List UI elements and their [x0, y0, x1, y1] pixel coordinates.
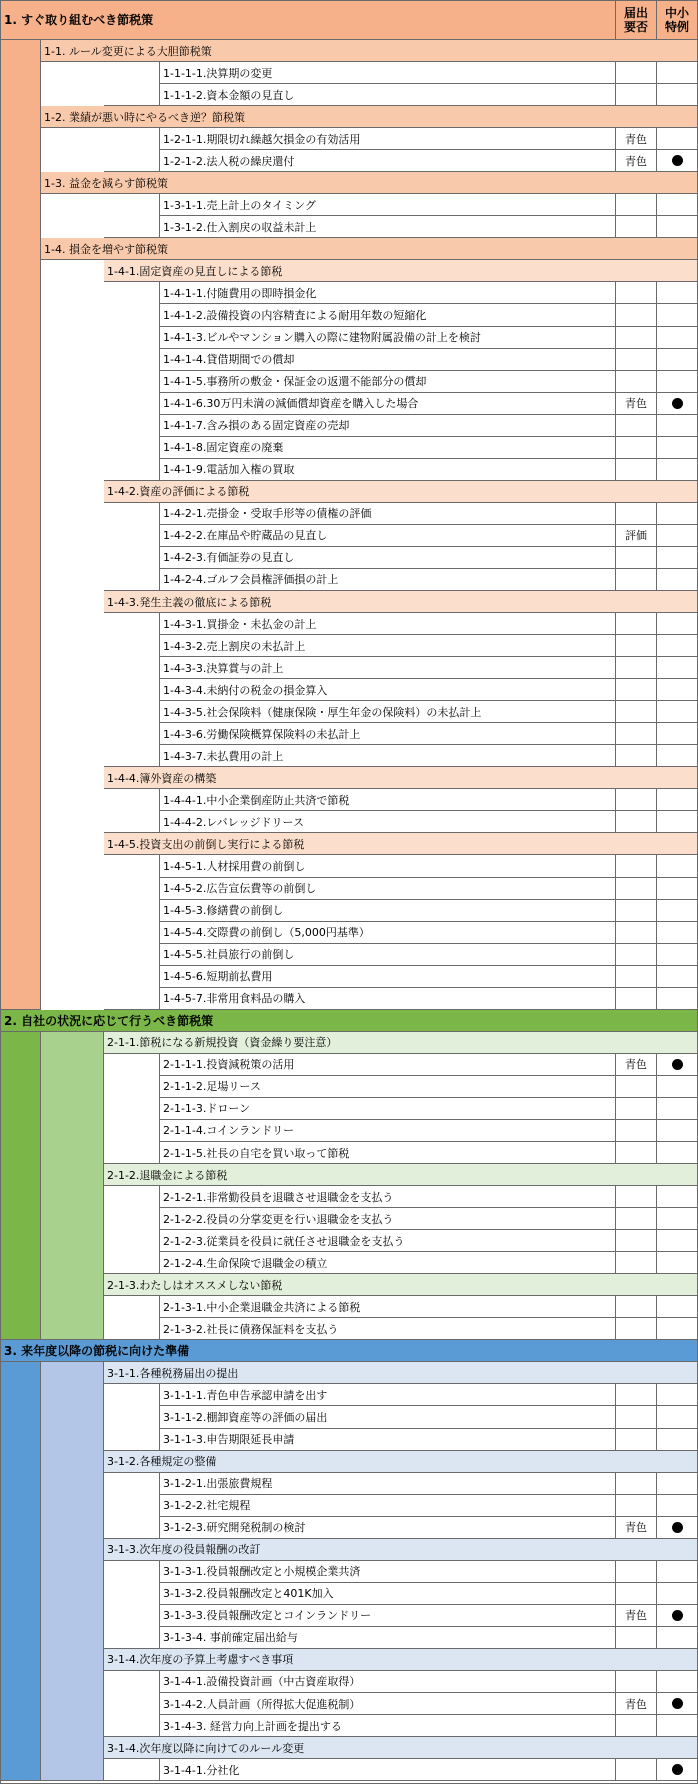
item-label: 3-1-2-2.社宅規程	[160, 1495, 616, 1517]
subgroup-title: 1-4-2.資産の評価による節税	[104, 481, 698, 503]
item-label: 1-4-1-9.電話加入権の買取	[160, 459, 616, 481]
filing-flag	[616, 613, 657, 635]
filing-flag	[616, 62, 657, 84]
item-label: 2-1-1-3.ドローン	[160, 1098, 616, 1120]
special-mark-icon	[672, 155, 683, 166]
indent-spacer	[104, 1186, 160, 1274]
sme-special-cell	[657, 216, 698, 238]
sme-special-cell	[657, 1120, 698, 1142]
item-label: 1-4-1-8.固定資産の廃棄	[160, 437, 616, 459]
sme-special-cell	[657, 304, 698, 326]
sme-special-cell	[657, 635, 698, 657]
item-label: 3-1-1-3.申告期限延長申請	[160, 1429, 616, 1451]
item-label: 3-1-3-3.役員報酬改定とコインランドリー	[160, 1605, 616, 1627]
filing-flag	[616, 855, 657, 877]
filing-flag	[616, 988, 657, 1010]
indent-spacer	[104, 503, 160, 591]
item-label: 1-4-1-2.設備投資の内容精査による耐用年数の短縮化	[160, 304, 616, 326]
section-title: 2. 自社の状況に応じて行うべき節税策	[0, 1010, 698, 1032]
filing-flag	[616, 1759, 657, 1781]
filing-flag	[616, 1208, 657, 1230]
item-label: 3-1-4-1.設備投資計画（中古資産取得）	[160, 1671, 616, 1693]
sme-special-cell	[657, 1495, 698, 1517]
sme-special-cell	[657, 459, 698, 481]
subgroup-title: 1-4-5.投資支出の前倒し実行による節税	[104, 833, 698, 855]
sme-special-cell	[657, 1406, 698, 1428]
sme-special-cell	[657, 922, 698, 944]
filing-flag	[616, 371, 657, 393]
sme-special-cell	[657, 1759, 698, 1781]
item-label: 1-4-2-2.在庫品や貯蔵品の見直し	[160, 525, 616, 547]
item-label: 2-1-2-3.従業員を役員に就任させ退職金を支払う	[160, 1230, 616, 1252]
filing-flag	[616, 1495, 657, 1517]
item-label: 1-4-3-1.買掛金・未払金の計上	[160, 613, 616, 635]
item-label: 1-4-2-1.売掛金・受取手形等の債権の評価	[160, 503, 616, 525]
indent-spacer	[104, 1296, 160, 1340]
filing-flag	[616, 1230, 657, 1252]
sme-special-cell	[657, 569, 698, 591]
indent-spacer	[104, 789, 160, 833]
subgroup-title: 3-1-1.各種税務届出の提出	[104, 1362, 698, 1384]
header-col4: 特例	[664, 19, 689, 34]
filing-flag	[616, 701, 657, 723]
sme-special-cell	[657, 944, 698, 966]
filing-flag	[616, 1142, 657, 1164]
sme-special-cell	[657, 723, 698, 745]
filing-flag	[616, 415, 657, 437]
filing-flag	[616, 635, 657, 657]
subgroup-title: 3-1-2.各種規定の整備	[104, 1451, 698, 1473]
sme-special-cell	[657, 679, 698, 701]
sme-special-cell	[657, 1429, 698, 1451]
sme-special-cell	[657, 194, 698, 216]
header-col3: 中小	[664, 5, 689, 20]
filing-flag: 青色	[616, 1517, 657, 1539]
subgroup-title: 3-1-4.次年度の予算上考慮すべき事項	[104, 1649, 698, 1671]
filing-flag	[616, 1583, 657, 1605]
filing-flag	[616, 1098, 657, 1120]
item-label: 1-3-1-2.仕入割戻の収益未計上	[160, 216, 616, 238]
sme-special-cell	[657, 1693, 698, 1715]
section-indent	[0, 40, 41, 1010]
header-col1: 届出	[623, 5, 648, 20]
indent-spacer	[104, 62, 160, 106]
filing-flag	[616, 922, 657, 944]
filing-flag	[616, 459, 657, 481]
filing-flag	[616, 437, 657, 459]
subgroup-title: 1-4-3.発生主義の徹底による節税	[104, 591, 698, 613]
indent-spacer	[104, 282, 160, 480]
sme-special-cell	[657, 966, 698, 988]
filing-flag: 青色	[616, 393, 657, 415]
filing-flag	[616, 723, 657, 745]
sme-special-cell	[657, 1671, 698, 1693]
item-label: 3-1-3-4. 事前確定届出給与	[160, 1627, 616, 1649]
header-col2: 要否	[623, 19, 648, 34]
subgroup-title: 2-1-2.退職金による節税	[104, 1164, 698, 1186]
filing-flag	[616, 745, 657, 767]
special-mark-icon	[672, 1764, 683, 1775]
item-label: 1-1-1-2.資本金額の見直し	[160, 84, 616, 106]
sme-special-cell	[657, 437, 698, 459]
subgroup-title: 2-1-1.節税になる新規投資（資金繰り要注意）	[104, 1032, 698, 1054]
sme-special-cell	[657, 1583, 698, 1605]
sme-special-cell	[657, 1473, 698, 1495]
item-label: 2-1-3-1.中小企業退職金共済による節税	[160, 1296, 616, 1318]
item-label: 2-1-1-1.投資減税策の活用	[160, 1054, 616, 1076]
subgroup-title: 1-4-4.簿外資産の構築	[104, 767, 698, 789]
sme-special-cell	[657, 900, 698, 922]
subgroup-title: 3-1-4.次年度以降に向けてのルール変更	[104, 1737, 698, 1759]
special-mark-icon	[672, 1059, 683, 1070]
header-filing-required	[616, 0, 657, 40]
item-label: 2-1-3-2.社長に債務保証料を支払う	[160, 1318, 616, 1340]
sme-special-cell	[657, 327, 698, 349]
sme-special-cell	[657, 1142, 698, 1164]
sme-special-cell	[657, 525, 698, 547]
filing-flag	[616, 282, 657, 304]
filing-flag	[616, 503, 657, 525]
item-label: 1-1-1-1.決算期の変更	[160, 62, 616, 84]
sme-special-cell	[657, 613, 698, 635]
filing-flag: 青色	[616, 150, 657, 172]
sme-special-cell	[657, 415, 698, 437]
filing-flag	[616, 679, 657, 701]
filing-flag	[616, 1296, 657, 1318]
sme-special-cell	[657, 547, 698, 569]
item-label: 1-4-3-6.労働保険概算保険料の未払計上	[160, 723, 616, 745]
indent-spacer	[104, 613, 160, 767]
indent-spacer	[104, 1561, 160, 1649]
sme-special-cell	[657, 393, 698, 415]
filing-flag: 青色	[616, 1054, 657, 1076]
item-label: 1-4-5-5.社員旅行の前倒し	[160, 944, 616, 966]
sme-special-cell	[657, 988, 698, 1010]
sme-special-cell	[657, 1208, 698, 1230]
item-label: 2-1-2-2.役員の分掌変更を行い退職金を支払う	[160, 1208, 616, 1230]
item-label: 2-1-2-4.生命保険で退職金の積立	[160, 1252, 616, 1274]
header-sme-special	[657, 0, 698, 40]
sme-special-cell	[657, 878, 698, 900]
sme-special-cell	[657, 1252, 698, 1274]
indent-spacer	[104, 1671, 160, 1737]
sme-special-cell	[657, 789, 698, 811]
item-label: 1-4-3-7.未払費用の計上	[160, 745, 616, 767]
filing-flag	[616, 944, 657, 966]
subgroup-title: 1-4-1.固定資産の見直しによる節税	[104, 260, 698, 282]
sme-special-cell	[657, 811, 698, 833]
item-label: 2-1-1-5.社長の自宅を買い取って節税	[160, 1142, 616, 1164]
item-label: 1-4-5-4.交際費の前倒し（5,000円基準）	[160, 922, 616, 944]
filing-flag	[616, 304, 657, 326]
special-mark-icon	[672, 1610, 683, 1621]
sme-special-cell	[657, 150, 698, 172]
sme-special-cell	[657, 701, 698, 723]
item-label: 1-4-1-7.含み損のある固定資産の売却	[160, 415, 616, 437]
item-label: 3-1-4-1.分社化	[160, 1759, 616, 1781]
indent-spacer	[104, 128, 160, 172]
filing-flag	[616, 1252, 657, 1274]
filing-flag	[616, 900, 657, 922]
filing-flag	[616, 327, 657, 349]
sme-special-cell	[657, 371, 698, 393]
group-title: 1-2. 業績が悪い時にやるべき逆？節税策	[41, 106, 698, 128]
sme-special-cell	[657, 1517, 698, 1539]
indent-spacer	[104, 194, 160, 238]
filing-flag	[616, 878, 657, 900]
item-label: 1-4-3-2.売上割戻の未払計上	[160, 635, 616, 657]
group-title: 1-1. ルール変更による大胆節税策	[41, 40, 698, 62]
sme-special-cell	[657, 1627, 698, 1649]
group-title: 1-3. 益金を減らす節税策	[41, 172, 698, 194]
item-label: 2-1-1-2.足場リース	[160, 1076, 616, 1098]
item-label: 1-4-1-6.30万円未満の減価償却資産を購入した場合	[160, 393, 616, 415]
filing-flag	[616, 657, 657, 679]
indent-spacer	[41, 1032, 104, 1341]
item-label: 3-1-3-2.役員報酬改定と401K加入	[160, 1583, 616, 1605]
item-label: 1-4-3-5.社会保険料（健康保険・厚生年金の保険料）の未払計上	[160, 701, 616, 723]
indent-spacer	[104, 855, 160, 1009]
filing-flag	[616, 1473, 657, 1495]
item-label: 1-2-1-1.期限切れ繰越欠損金の有効活用	[160, 128, 616, 150]
filing-flag: 青色	[616, 1605, 657, 1627]
sme-special-cell	[657, 503, 698, 525]
indent-spacer	[104, 1759, 160, 1781]
item-label: 1-4-5-6.短期前払費用	[160, 966, 616, 988]
item-label: 3-1-2-3.研究開発税制の検討	[160, 1517, 616, 1539]
section-indent	[0, 1032, 41, 1341]
sme-special-cell	[657, 1054, 698, 1076]
sme-special-cell	[657, 1296, 698, 1318]
filing-flag	[616, 1561, 657, 1583]
special-mark-icon	[672, 1522, 683, 1533]
item-label: 3-1-4-2.人員計画（所得拡大促進税制）	[160, 1693, 616, 1715]
section-indent	[0, 1362, 41, 1781]
filing-flag	[616, 1627, 657, 1649]
item-label: 1-4-2-3.有価証券の見直し	[160, 547, 616, 569]
indent-spacer	[104, 1384, 160, 1450]
sme-special-cell	[657, 1186, 698, 1208]
item-label: 1-4-3-3.決算賞与の計上	[160, 657, 616, 679]
sme-special-cell	[657, 745, 698, 767]
sme-special-cell	[657, 1605, 698, 1627]
sme-special-cell	[657, 128, 698, 150]
item-label: 1-4-1-1.付随費用の即時損金化	[160, 282, 616, 304]
filing-flag	[616, 1384, 657, 1406]
item-label: 3-1-4-3. 経営力向上計画を提出する	[160, 1715, 616, 1737]
filing-flag	[616, 547, 657, 569]
filing-flag	[616, 1318, 657, 1340]
item-label: 1-4-5-2.広告宣伝費等の前倒し	[160, 878, 616, 900]
filing-flag	[616, 1671, 657, 1693]
group-title: 1-4. 損金を増やす節税策	[41, 238, 698, 260]
special-mark-icon	[672, 398, 683, 409]
item-label: 1-4-4-2.レバレッジドリース	[160, 811, 616, 833]
sme-special-cell	[657, 349, 698, 371]
filing-flag	[616, 1429, 657, 1451]
sme-special-cell	[657, 1561, 698, 1583]
item-label: 1-4-5-7.非常用食料品の購入	[160, 988, 616, 1010]
item-label: 3-1-1-2.棚卸資産等の評価の届出	[160, 1406, 616, 1428]
sme-special-cell	[657, 657, 698, 679]
indent-spacer	[104, 1473, 160, 1539]
filing-flag	[616, 569, 657, 591]
filing-flag	[616, 1186, 657, 1208]
filing-flag	[616, 811, 657, 833]
sme-special-cell	[657, 1384, 698, 1406]
section-title: 1. すぐ取り組むべき節税策	[0, 0, 616, 40]
subgroup-title: 2-1-3.わたしはオススメしない節税	[104, 1274, 698, 1296]
filing-flag: 青色	[616, 1693, 657, 1715]
filing-flag: 青色	[616, 128, 657, 150]
filing-flag: 評価	[616, 525, 657, 547]
item-label: 1-4-2-4.ゴルフ会員権評価損の計上	[160, 569, 616, 591]
filing-flag	[616, 789, 657, 811]
sme-special-cell	[657, 1098, 698, 1120]
item-label: 2-1-2-1.非常勤役員を退職させ退職金を支払う	[160, 1186, 616, 1208]
item-label: 1-2-1-2.法人税の繰戻還付	[160, 150, 616, 172]
filing-flag	[616, 84, 657, 106]
filing-flag	[616, 194, 657, 216]
filing-flag	[616, 349, 657, 371]
filing-flag	[616, 966, 657, 988]
filing-flag	[616, 216, 657, 238]
item-label: 1-4-5-1.人材採用費の前倒し	[160, 855, 616, 877]
indent-spacer	[104, 1054, 160, 1164]
sme-special-cell	[657, 1715, 698, 1737]
sme-special-cell	[657, 62, 698, 84]
indent-spacer	[41, 1362, 104, 1781]
filing-flag	[616, 1715, 657, 1737]
sme-special-cell	[657, 855, 698, 877]
section-title: 3. 来年度以降の節税に向けた準備	[0, 1340, 698, 1362]
sme-special-cell	[657, 1318, 698, 1340]
filing-flag	[616, 1120, 657, 1142]
item-label: 1-4-1-3.ビルやマンション購入の際に建物附属設備の計上を検討	[160, 327, 616, 349]
sme-special-cell	[657, 1230, 698, 1252]
item-label: 1-4-1-5.事務所の敷金・保証金の返還不能部分の償却	[160, 371, 616, 393]
sme-special-cell	[657, 84, 698, 106]
special-mark-icon	[672, 1698, 683, 1709]
subgroup-title: 3-1-3.次年度の役員報酬の改訂	[104, 1539, 698, 1561]
item-label: 1-4-4-1.中小企業倒産防止共済で節税	[160, 789, 616, 811]
item-label: 1-3-1-1.売上計上のタイミング	[160, 194, 616, 216]
sme-special-cell	[657, 1076, 698, 1098]
item-label: 3-1-2-1.出張旅費規程	[160, 1473, 616, 1495]
item-label: 1-4-3-4.未納付の税金の損金算入	[160, 679, 616, 701]
item-label: 3-1-1-1.青色申告承認申請を出す	[160, 1384, 616, 1406]
item-label: 1-4-5-3.修繕費の前倒し	[160, 900, 616, 922]
item-label: 1-4-1-4.貸借期間での償却	[160, 349, 616, 371]
item-label: 3-1-3-1.役員報酬改定と小規模企業共済	[160, 1561, 616, 1583]
sme-special-cell	[657, 282, 698, 304]
filing-flag	[616, 1406, 657, 1428]
item-label: 2-1-1-4.コインランドリー	[160, 1120, 616, 1142]
filing-flag	[616, 1076, 657, 1098]
